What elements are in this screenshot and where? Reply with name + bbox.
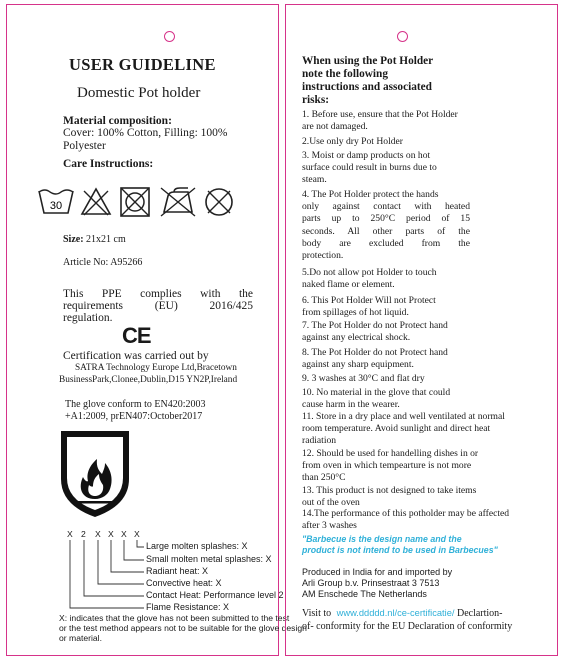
- ppe-text-3: regulation.: [63, 312, 113, 324]
- instruction-line: body are excluded from the: [302, 237, 470, 249]
- importer-line: AM Enschede The Netherlands: [302, 589, 427, 599]
- risks-heading-line: note the following: [302, 68, 388, 80]
- risks-heading-line: When using the Pot Holder: [302, 55, 434, 67]
- importer-line: Produced in India for and imported by: [302, 567, 453, 577]
- code-label: Large molten splashes: X: [146, 541, 248, 551]
- instruction-line: 10. No material in the glove that could: [302, 387, 451, 398]
- instruction-line: 2.Use only dry Pot Holder: [302, 136, 403, 147]
- instruction-line: surface could result in burns due to: [302, 162, 437, 174]
- instruction-line: naked flame or element.: [302, 279, 395, 291]
- instruction-item-5: [302, 267, 548, 291]
- risks-heading: [302, 55, 492, 107]
- material-text: Cover: 100% Cotton, Filling: 100%: [63, 127, 228, 139]
- instruction-item-9: [302, 373, 548, 385]
- barbecue-note-line: "Barbecue is the design name and the: [302, 534, 462, 544]
- code-note-3: or material.: [59, 633, 102, 643]
- instruction-item-6: [302, 295, 548, 319]
- code-note-1: X: indicates that the glove has not been submitted to the test: [59, 613, 290, 623]
- guideline-title: USER GUIDELINE: [69, 55, 216, 74]
- risks-heading-line: instructions and associated: [302, 81, 432, 93]
- code-char: X: [95, 529, 101, 539]
- code-note-2: or the test method appears not to be suitable for the glove design: [59, 623, 307, 633]
- instruction-line: 8. The Pot Holder do not Protect hand: [302, 347, 448, 358]
- importer-line: Arli Group b.v. Prinsestraat 3 7513: [302, 578, 440, 588]
- ce-mark-icon: CE: [122, 323, 151, 348]
- instruction-item-4: [302, 189, 470, 262]
- instruction-line: 3. Moist or damp products on hot: [302, 150, 431, 161]
- instruction-line: 4. The Pot Holder protect the hands: [302, 189, 439, 200]
- instruction-line: radiation: [302, 435, 337, 447]
- code-char: 2: [81, 529, 86, 539]
- instruction-item-3: [302, 150, 548, 187]
- importer-info: [302, 567, 452, 600]
- instruction-line: protection.: [302, 250, 344, 262]
- declaration-link[interactable]: www.ddddd.nl/ce-certificatie/: [336, 608, 455, 618]
- certification-heading: Certification was carried out by: [63, 350, 209, 362]
- instruction-line: than 250°C: [302, 472, 346, 484]
- instruction-item-14: [302, 508, 548, 532]
- instruction-item-10: [302, 387, 548, 411]
- hang-hole-icon: [397, 31, 408, 42]
- size-value: 21x21 cm: [86, 234, 126, 245]
- instruction-line: room temperature. Avoid sunlight and direct heat: [302, 423, 491, 435]
- code-label: Contact Heat: Performance level 2: [146, 590, 284, 600]
- instruction-line: 9. 3 washes at 30°C and flat dry: [302, 373, 425, 384]
- instruction-line: 1. Before use, ensure that the Pot Holder: [302, 109, 458, 120]
- code-char: X: [108, 529, 114, 539]
- article-number: Article No: A95266: [63, 257, 143, 268]
- instruction-line: 13. This product is not designed to take items: [302, 485, 477, 496]
- risks-heading-line: risks:: [302, 94, 329, 106]
- code-char: X: [121, 529, 127, 539]
- instruction-item-7: [302, 320, 548, 344]
- instruction-item-2: [302, 136, 548, 148]
- code-label: Convective heat: X: [146, 578, 222, 588]
- ppe-text-2: requirements (EU) 2016/425: [63, 300, 253, 312]
- code-label: Small molten metal splashes: X: [146, 554, 272, 564]
- declaration-line-1: [302, 608, 503, 619]
- code-label: Radiant heat: X: [146, 566, 209, 576]
- instruction-item-1: [302, 109, 548, 133]
- right-label-card: [285, 4, 558, 656]
- left-label-card: [6, 4, 307, 656]
- instruction-line: against any sharp equipment.: [302, 359, 414, 371]
- declaration-text: Declartion-: [456, 608, 503, 619]
- instruction-line: from oven in which tempearture is not more: [302, 460, 472, 472]
- instruction-item-8: [302, 347, 548, 371]
- wash-temp: 30: [49, 200, 63, 212]
- declaration-line-2: of- conformity for the EU Declaration of conformity: [302, 621, 513, 632]
- standard-conformity-1: The glove conform to EN420:2003: [65, 399, 206, 410]
- instruction-line: against any electrical shock.: [302, 332, 411, 344]
- instruction-line: 11. Store in a dry place and well ventilated at normal: [302, 411, 505, 422]
- size-label: Size:: [63, 234, 84, 245]
- instruction-line: only against contact with heated: [302, 201, 470, 213]
- product-subtitle: Domestic Pot holder: [77, 85, 201, 101]
- material-text-2: Polyester: [63, 140, 106, 152]
- instruction-line: 6. This Pot Holder Will not Protect: [302, 295, 436, 306]
- visit-label: Visit to: [302, 608, 332, 619]
- care-heading: Care Instructions:: [63, 158, 154, 170]
- instruction-line: parts up to 250°C period of 15: [302, 213, 470, 225]
- instruction-line: after 3 washes: [302, 520, 357, 532]
- instruction-line: out of the oven: [302, 497, 360, 509]
- instruction-line: 14.The performance of this potholder may be affected: [302, 508, 510, 519]
- instruction-line: steam.: [302, 174, 327, 186]
- instruction-line: seconds. All other parts of the: [302, 225, 470, 237]
- barbecue-note: [302, 534, 498, 556]
- instruction-line: are not damaged.: [302, 121, 368, 133]
- instruction-line: cause harm in the wearer.: [302, 399, 400, 411]
- standard-conformity-2: +A1:2009, prEN407:October2017: [65, 411, 203, 422]
- instruction-item-13: [302, 485, 548, 509]
- instruction-line: 12. Should be used for handelling dishes in or: [302, 448, 479, 459]
- code-label: Flame Resistance: X: [146, 602, 230, 612]
- instruction-line: 7. The Pot Holder do not Protect hand: [302, 320, 448, 331]
- instruction-line: 5.Do not allow pot Holder to touch: [302, 267, 437, 278]
- certification-body-1: SATRA Technology Europe Ltd,Bracetown: [75, 363, 237, 373]
- material-heading: Material composition:: [63, 115, 172, 127]
- certification-body-2: BusinessPark,Clonee,Dublin,D15 YN2P,Ireland: [59, 375, 238, 385]
- instruction-line: from spillages of hot liquid.: [302, 307, 409, 319]
- instruction-item-11: [302, 411, 548, 448]
- code-char: X: [67, 529, 73, 539]
- barbecue-note-line: product is not intend to be used in Barbecues": [302, 545, 498, 555]
- ppe-text-1: This PPE complies with the: [63, 288, 253, 300]
- code-char: X: [134, 529, 140, 539]
- instruction-item-12: [302, 448, 548, 485]
